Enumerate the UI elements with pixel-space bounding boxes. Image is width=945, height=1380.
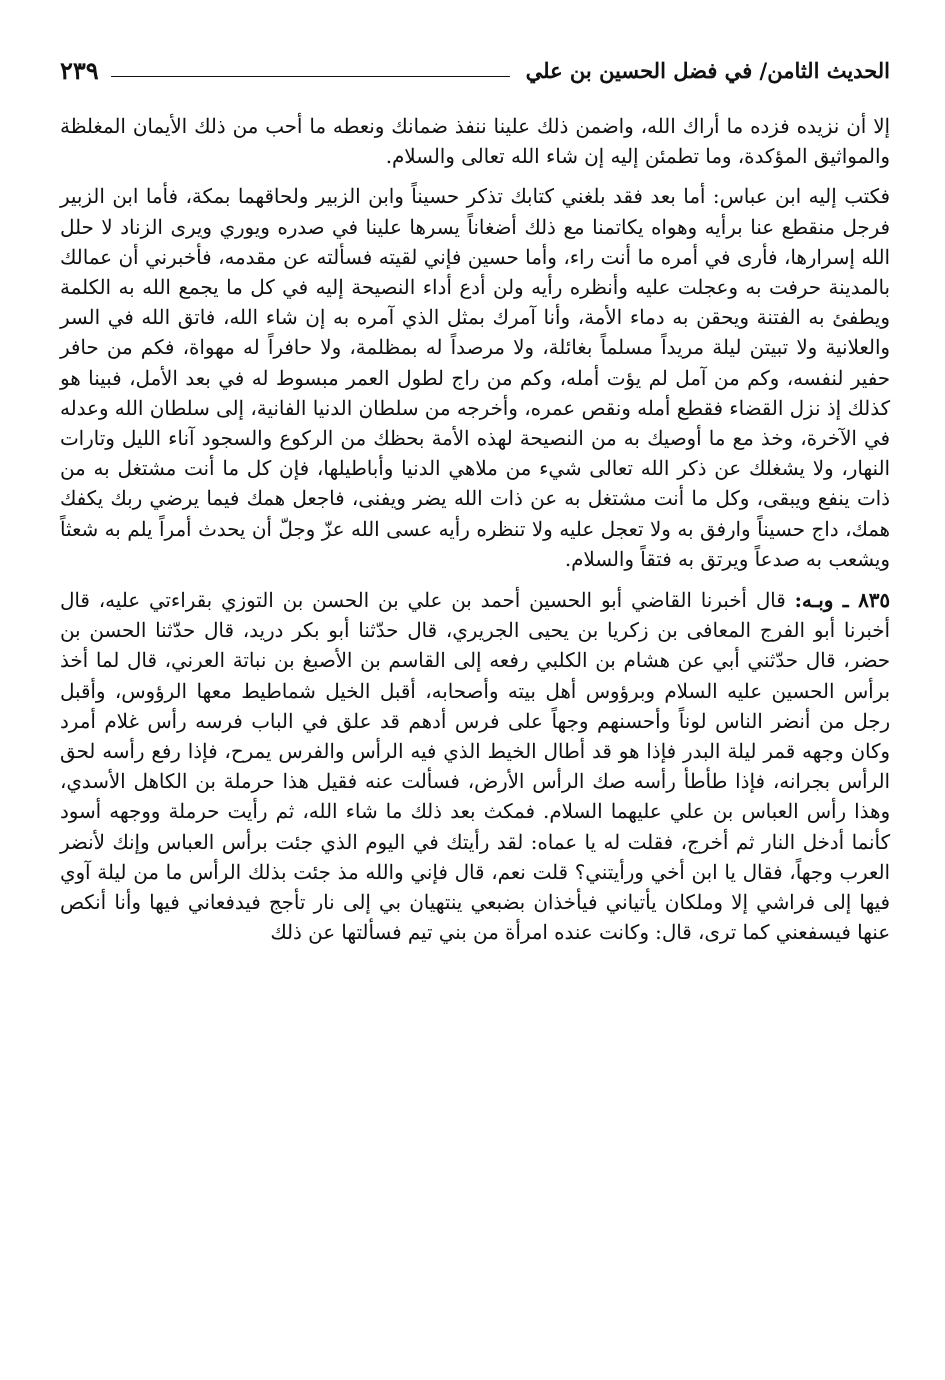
paragraph-1: إلا أن نزيده فزده ما أراك الله، واضمن ذلك علينا ننفذ ضمانك ونعطه ما أحب من ذلك الأيمان المغلظة والمواثيق المؤكدة، وما تطمئن إليه إن شاء الله تعالى والسلام. <box>60 115 890 169</box>
paragraph-3 <box>60 585 890 948</box>
running-header <box>60 48 890 92</box>
book-page <box>60 48 890 1348</box>
header-rule <box>111 76 510 77</box>
hadith-number: ٨٣٥ ـ وبـه: <box>794 588 890 613</box>
chapter-title: الحديث الثامن/ في فضل الحسين بن علي <box>525 57 890 83</box>
paragraph-3-text: قال أخبرنا القاضي أبو الحسين أحمد بن علي بن الحسن بن التوزي بقراءتي عليه، قال أخبرنا أبو الفرج المعافى بن زكريا بن يحيى الجريري، قال حدّثنا أبو بكر دريد، قال حدّثنا الحسن بن حضر، قال حدّثني أبي عن هشام بن الكلبي رفعه إلى القاسم بن الأصبغ بن نباتة العرني، قال لما أخذ برأس الحسين عليه السلام وبرؤوس أهل بيته وأصحابه، أقبل الخيل شماطيط معها الرؤوس، وأقبل رجل من أنضر الناس لوناً وأحسنهم وجهاً على فرس أدهم قد علق في الباب فرسه رأس غلام أمرد وكان وجهه قمر ليلة البدر فإذا هو قد أطال الخيط الذي فيه الرأس والفرس يمرح، فإذا رفع رأسه لحق الرأس بجرانه، فإذا طأطأ رأسه صك الرأس الأرض، فسألت عنه فقيل هذا حرملة بن الكاهل الأسدي، وهذا رأس العباس بن علي عليهما السلام. فمكث بعد ذلك ما شاء الله، ثم رأيت حرملة ووجهه أسود كأنما أدخل النار ثم أخرج، فقلت له يا عماه: لقد رأيتك في اليوم الذي جئت برأس العباس وإنك لأنضر العرب وجهاً، فقال يا ابن أخي ورأيتني؟ قلت نعم، قال فإني والله مذ جئت بذلك الرأس ما من ليلة آوي فيها إلى فراشي إلا وملكان يأتياني فيأخذان بضبعي ينتهيان بي إلى نار تأجج فيدفعاني فيها وأنا أنكص عنها فيسفعني كما ترى، قال: وكانت عنده امرأة من بني تيم فسألتها عن ذلك <box>60 589 890 945</box>
paragraph-2: فكتب إليه ابن عباس: أما بعد فقد بلغني كتابك تذكر حسيناً وابن الزبير ولحاقهما بمكة، فأما ابن الزبير فرجل منقطع عنا برأيه وهواه يكاتمنا مع ذلك أضغاناً يسرها علينا في صدره ويوري ويرى الزناد لا حلل الله إسرارها، فأرى في أمره ما أنت راء، وأما حسين فإني لقيته فسألته عن مقدمه، فأخبرني أن عمالك بالمدينة حرفت به وعجلت عليه وأنظره رأيه ولن أدع أداء النصيحة إليه في كل ما يجمع الله به الكلمة ويطفئ به الفتنة ويحقن به دماء الأمة، وأنا آمرك بمثل الذي آمره به إن شاء الله، فاتق الله في السر والعلانية ولا تبيتن ليلة مريداً مسلماً بغائلة، ولا مرصداً له بمظلمة، ولا حافراً له مهواة، فكم من حافر حفير لنفسه، وكم من آمل لم يؤت أمله، وكم من راج لطول العمر مبسوط له في بعد الأمل، فبينا هو كذلك إذ نزل القضاء فقطع أمله ونقص عمره، وأخرجه من سلطان الدنيا الفانية، إلى سلطان الله وعدله في الآخرة، وخذ مع ما أوصيك به من النصيحة لهذه الأمة بحظك من الركوع والسجود آناء الليل وتارات النهار، ولا يشغلك عن ذكر الله تعالى شيء من ملاهي الدنيا وأباطيلها، فإن كل ما أنت مشتغل به من ذات ينفع ويبقى، وكل ما أنت مشتغل به عن ذات الله يضر ويفنى، فاجعل همك فيما يرضي ربك يكفك همك، داج حسيناً وارفق به ولا تعجل عليه ولا تنظره رأيه عسى الله عزّ وجلّ أن يحدث أمراً يلم به شعثاً ويشعب به صدعاً ويرتق به فتقاً والسلام. <box>60 185 890 571</box>
page-number: ٢٣٩ <box>60 55 99 85</box>
